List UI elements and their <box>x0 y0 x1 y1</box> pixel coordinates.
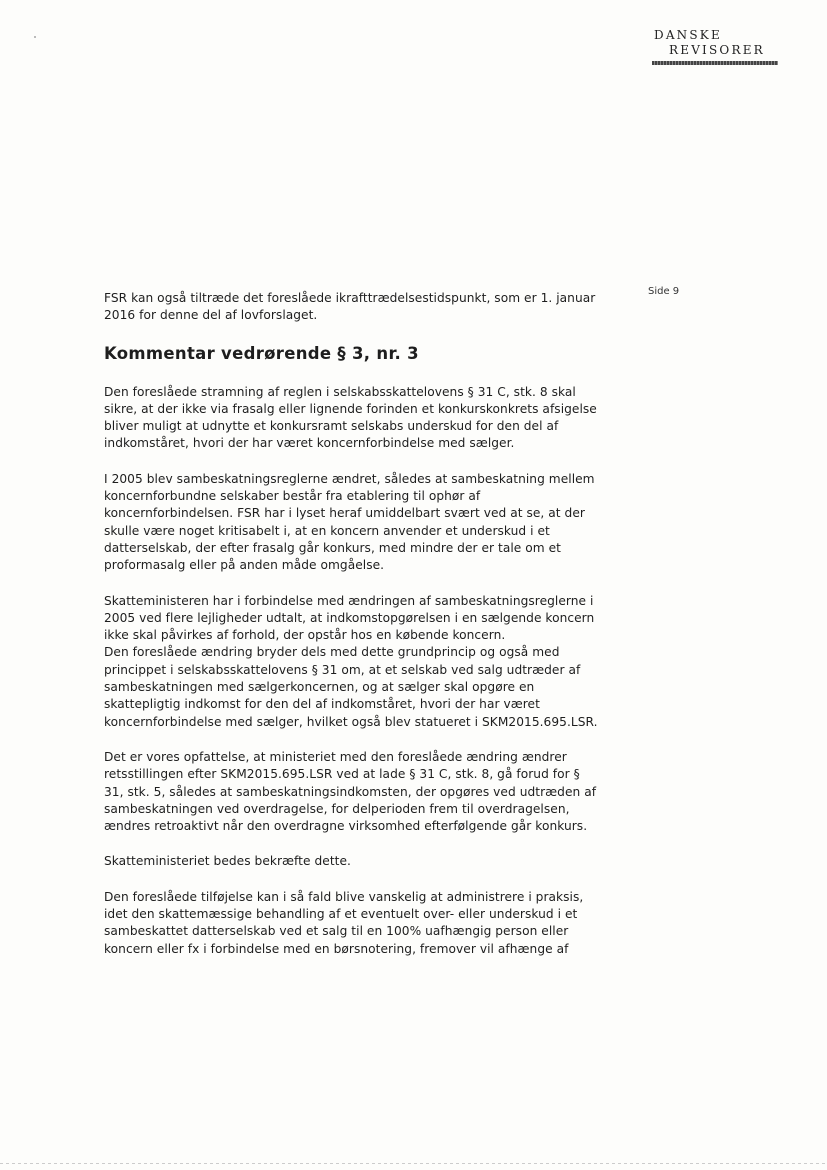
paragraph: I 2005 blev sambeskatningsreglerne ændret, således at sambeskatning mellem koncernforbundne selskaber består fra etablering til ophør af koncernforbindelsen. FSR har i lyset heraf umiddelbart svært ved at se, at der skulle være noget kritisabelt i, at en koncern anvender et underskud i et datterselskab, der efter frasalg går konkurs, med mindre der er tale om et proformasalg eller på anden måde omgåelse. <box>104 471 595 573</box>
scan-edge <box>0 1163 827 1164</box>
paragraph-intro: FSR kan også tiltræde det foreslåede ikrafttrædelsestidspunkt, som er 1. januar 2016 for denne del af lovforslaget. <box>104 291 596 323</box>
logo-rule <box>652 61 778 65</box>
page-number: Side 9 <box>648 286 680 297</box>
paragraph: Den foreslåede stramning af reglen i selskabsskattelovens § 31 C, stk. 8 skal sikre, at der ikke via frasalg eller lignende forinden et konkurskonkrets afsigelse bliver muligt at udnytte et konkursramt selskabs underskud for den del af indkomståret, hvori der har været koncernforbindelse med sælger. <box>104 384 597 451</box>
section-heading: Kommentar vedrørende § 3, nr. 3 <box>104 343 419 363</box>
document-body <box>104 290 599 976</box>
scan-speck <box>34 36 36 38</box>
paragraph: Skatteministeren har i forbindelse med ændringen af sambeskatningsreglerne i 2005 ved flere lejligheder udtalt, at indkomstopgørelsen i en sælgende koncern ikke skal påvirkes af forhold, der opstår hos en købende koncern. <box>104 593 595 643</box>
paragraph: Den foreslåede tilføjelse kan i så fald blive vanskelig at administrere i praksis, idet den skattemæssige behandling af et eventuelt over- eller underskud i et sambeskattet datterselskab ved et salg til en 100% uafhængig person eller koncern eller fx i forbindelse med en børsnotering, fremover vil afhænge af <box>104 889 584 956</box>
paragraph: Det er vores opfattelse, at ministeriet med den foreslåede ændring ændrer retsstillingen efter SKM2015.695.LSR ved at lade § 31 C, stk. 8, gå forud for § 31, stk. 5, således at sambeskatningsindkomsten, der opgøres ved udtræden af sambeskatningen ved overdragelse, for delperioden frem til overdragelsen, ændres retroaktivt når den overdragne virksomhed efterfølgende går konkurs. <box>104 749 597 834</box>
paragraph: Skatteministeriet bedes bekræfte dette. <box>104 854 351 869</box>
logo-line-2: REVISORER <box>669 43 765 57</box>
logo-line-1: DANSKE <box>654 28 722 42</box>
paragraph: Den foreslåede ændring bryder dels med dette grundprincip og også med princippet i selskabsskattelovens § 31 om, at et selskab ved salg udtræder af sambeskatningen med sælgerkoncernen, og at sælger skal opgøre en skattepligtig indkomst for den del af indkomståret, hvori der har været koncernforbindelse med sælger, hvilket også blev statueret i SKM2015.695.LSR. <box>104 645 598 729</box>
